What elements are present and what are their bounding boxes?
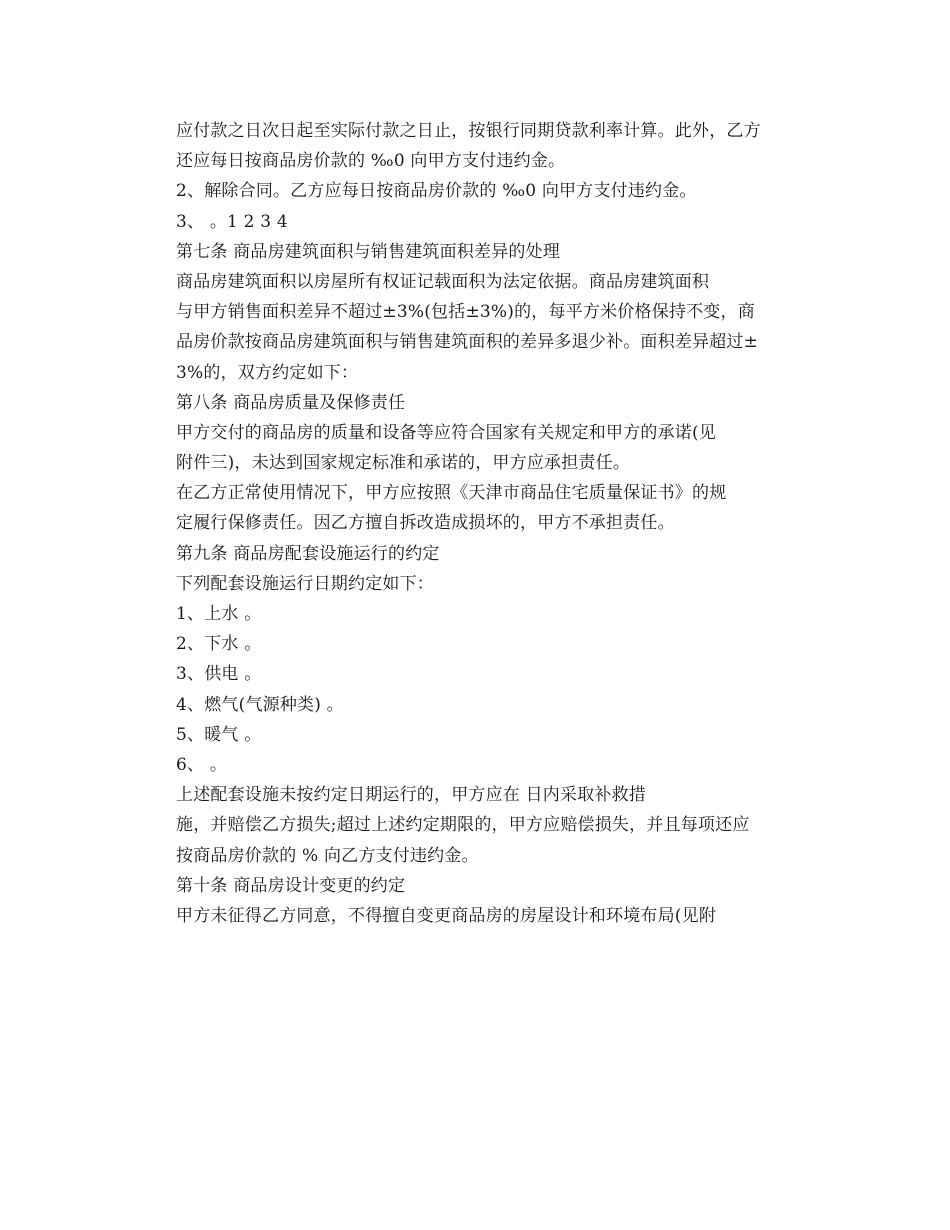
- list-item: 2、下水 。: [176, 634, 262, 655]
- text-line: 3、 。1 2 3 4: [176, 211, 288, 232]
- text-line: 商品房建筑面积以房屋所有权证记载面积为法定依据。商品房建筑面积: [176, 271, 710, 292]
- text-line: 施，并赔偿乙方损失;超过上述约定期限的，甲方应赔偿损失，并且每项还应: [176, 815, 750, 836]
- section-heading: 第七条 商品房建筑面积与销售建筑面积差异的处理: [176, 241, 561, 262]
- text-line: 应付款之日次日起至实际付款之日止，按银行同期贷款利率计算。此外，乙方: [176, 121, 761, 141]
- section-heading: 第九条 商品房配套设施运行的约定: [176, 543, 440, 564]
- text-line: 甲方交付的商品房的质量和设备等应符合国家有关规定和甲方的承诺(见: [176, 422, 717, 443]
- text-line: 2、解除合同。乙方应每日按商品房价款的 ‰0 向甲方支付违约金。: [176, 181, 697, 202]
- text-line: 还应每日按商品房价款的 ‰0 向甲方支付违约金。: [176, 151, 566, 172]
- text-line: 按商品房价款的 % 向乙方支付违约金。: [176, 845, 479, 866]
- text-line: 甲方未征得乙方同意，不得擅自变更商品房的房屋设计和环境布局(见附: [176, 905, 717, 926]
- section-heading: 第十条 商品房设计变更的约定: [176, 875, 406, 896]
- list-item: 5、暖气 。: [176, 724, 262, 745]
- list-item: 4、燃气(气源种类) 。: [176, 694, 344, 715]
- list-item: 3、供电 。: [176, 664, 262, 685]
- document-body: [176, 116, 836, 931]
- list-item: 6、 。: [176, 754, 228, 775]
- text-line: 品房价款按商品房建筑面积与销售建筑面积的差异多退少补。面积差异超过±: [176, 332, 759, 353]
- text-line: 与甲方销售面积差异不超过±3%(包括±3%)的，每平方米价格保持不变，商: [176, 302, 755, 323]
- section-heading: 第八条 商品房质量及保修责任: [176, 392, 406, 413]
- text-line: 定履行保修责任。因乙方擅自拆改造成损坏的，甲方不承担责任。: [176, 513, 675, 534]
- list-item: 1、上水 。: [176, 604, 262, 624]
- text-line: 3%的，双方约定如下：: [176, 362, 359, 383]
- text-line: 在乙方正常使用情况下，甲方应按照《天津市商品住宅质量保证书》的规: [176, 483, 727, 504]
- text-line: 附件三)，未达到国家规定标准和承诺的，甲方应承担责任。: [176, 453, 631, 474]
- text-line: 下列配套设施运行日期约定如下：: [176, 573, 434, 594]
- text-line: 上述配套设施未按约定日期运行的，甲方应在 日内采取补救措: [176, 785, 647, 806]
